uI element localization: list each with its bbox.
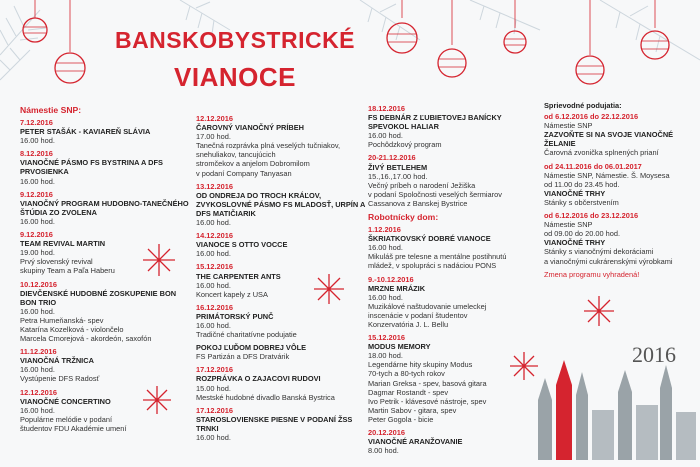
event-date: od 24.11.2016 do 06.01.2017	[544, 161, 642, 171]
event-date: 8.12.2016	[20, 149, 53, 159]
event-detail: Marcela Cmorejová - akordeón, saxofón	[20, 334, 152, 344]
event-detail: Marian Greksa - spev, basová gitara	[368, 378, 487, 388]
event-detail: Katarína Kozelková - violončelo	[20, 324, 124, 334]
event-list	[368, 225, 540, 455]
ornament-icon	[23, 0, 47, 42]
event-place: Námestie SNP	[544, 220, 593, 230]
event-item	[196, 365, 366, 401]
event-detail: FS Partizán a DFS Dratvárik	[196, 352, 290, 362]
event-detail: snehuliakov, tancujúcich	[196, 150, 276, 160]
event-date: 12.12.2016	[196, 114, 233, 123]
event-name: VIANOČNÁ TRŽNICA	[20, 356, 94, 366]
event-item	[20, 347, 190, 383]
event-detail: v podaní Spoločnosti veselých šermiarov	[368, 189, 502, 199]
column-side-events	[544, 101, 694, 279]
column-events-3	[368, 104, 540, 459]
title-line-2: VIANOCE	[174, 62, 296, 92]
event-detail: Tanečná rozprávka plná veselých tučniakov,	[196, 141, 341, 151]
event-detail: 16.00 hod.	[196, 280, 231, 290]
event-name: ŠKRIATKOVSKÝ DOBRÉ VIANOCE	[368, 234, 491, 244]
event-date: 1.12.2016	[368, 225, 401, 235]
event-name: ČAROVNÝ VIANOČNÝ PRÍBEH	[196, 123, 304, 133]
event-item	[196, 406, 366, 442]
event-name: MRZNE MRÁZIK	[368, 283, 426, 293]
ornament-icon	[641, 0, 669, 59]
event-name: PRIMÁTORSKÝ PUNČ	[196, 311, 274, 321]
event-date: 10.12.2016	[20, 279, 57, 289]
event-name: VIANOČNÉ ARANŽOVANIE	[368, 437, 463, 447]
event-detail: Petra Humeňanská- spev	[20, 315, 104, 325]
event-item	[368, 153, 540, 208]
event-detail: Martin Sabov - gitara, spev	[368, 405, 457, 415]
event-date: 7.12.2016	[20, 118, 53, 127]
event-detail: 17.00 hod.	[196, 132, 231, 142]
ornament-icon	[576, 0, 604, 84]
event-detail: 16.00 hod.	[20, 216, 55, 226]
event-date: 17.12.2016	[196, 365, 233, 375]
event-item	[544, 211, 694, 266]
event-detail: Vystúpenie DFS Radosť	[20, 374, 100, 384]
event-date: 17.12.2016	[196, 405, 233, 415]
event-list	[20, 118, 190, 433]
event-detail: Konzervatória J. L. Bellu	[368, 319, 449, 329]
event-detail: 16.00 hod.	[196, 433, 231, 442]
event-detail: Večný príbeh o narodení Ježiška	[368, 180, 476, 190]
event-item	[20, 118, 190, 145]
event-detail: 70-tych a 80-tych rokov	[368, 369, 445, 379]
event-detail: 16.00 hod.	[20, 176, 55, 186]
event-detail: 16.00 hod.	[196, 320, 231, 330]
event-item	[196, 343, 366, 361]
event-detail: stromčekov a anjelom Dobromilom	[196, 159, 310, 169]
event-detail: mládež, v spolupráci s nadáciou PONS	[368, 261, 497, 271]
event-date: 12.12.2016	[20, 387, 57, 397]
event-detail: 16.00 hod.	[20, 365, 55, 375]
event-detail: Prvý slovenský revival	[20, 257, 93, 267]
event-item	[368, 275, 540, 330]
event-item	[20, 190, 190, 226]
event-name: VIANOČNÉ PÁSMO FS BYSTRINA A DFS PRVOSIENKA	[20, 158, 163, 177]
event-name: MODUS MEMORY	[368, 342, 431, 352]
event-item	[20, 388, 190, 433]
event-name: ROZPRÁVKA O ZAJACOVI RUDOVI	[196, 374, 321, 384]
event-detail: Koncert kapely z USA	[196, 289, 268, 299]
event-detail: Stánky s občerstvením	[544, 197, 619, 207]
event-detail: študentov FDU Akadémie umení	[20, 423, 127, 433]
event-item	[20, 149, 190, 185]
event-place: Námestie SNP, Námestie. Š. Moysesa	[544, 170, 670, 180]
event-detail: 16.00 hod.	[368, 131, 403, 141]
event-detail: od 09.00 do 20.00 hod.	[544, 229, 621, 239]
event-detail: Mestské hudobné divadlo Banská Bystrica	[196, 392, 335, 402]
event-detail: Peter Gogola - bicie	[368, 414, 434, 424]
event-detail: 16.00 hod.	[196, 249, 231, 259]
event-item	[544, 112, 694, 157]
event-detail: a vianočnými cukrárenskými výrobkami	[544, 256, 673, 266]
column-namestie-snp	[20, 105, 190, 437]
event-detail: 15.00 hod.	[196, 383, 231, 393]
event-date: 13.12.2016	[196, 181, 233, 191]
event-list	[544, 112, 694, 266]
side-events-heading: Sprievodné podujatia:	[544, 101, 622, 110]
event-detail: Pochôdzkový program	[368, 140, 442, 150]
snowflake-icon	[584, 296, 614, 326]
event-detail: Muzikálové naštudovanie umeleckej	[368, 301, 487, 311]
location-heading: Námestie SNP:	[20, 105, 82, 115]
event-name: POKOJ ĽUĎOM DOBREJ VÔLE	[196, 343, 307, 353]
event-detail: 16.00 hod.	[368, 292, 403, 302]
event-list	[368, 104, 540, 208]
event-name: DIEVČENSKÉ HUDOBNÉ ZOSKUPENIE BON BON TRIO	[20, 288, 177, 307]
event-name: VIANOČNÉ CONCERTINO	[20, 396, 111, 406]
event-name: OD ONDREJA DO TROCH KRÁĽOV, ZVYKOSLOVNÉ PÁSMO FS MLADOSŤ, URPÍN A DFS MATIČIARIK	[196, 190, 366, 218]
event-item	[196, 182, 366, 227]
event-detail: Legendárne hity skupiny Modus	[368, 360, 473, 370]
event-date: 9.12.2016	[20, 189, 53, 199]
title-line-1: BANSKOBYSTRICKÉ	[114, 27, 356, 53]
event-detail: 16.00 hod.	[20, 306, 55, 316]
event-item	[196, 231, 366, 258]
event-item	[20, 230, 190, 275]
event-item	[196, 303, 366, 339]
event-name: TEAM REVIVAL MARTIN	[20, 239, 106, 249]
ornament-icon	[438, 0, 466, 77]
event-name: VIANOČNÝ PROGRAM HUDOBNO-TANEČNÉHO ŠTÚDIA ZO ZVOLENA	[20, 198, 189, 217]
fir-branch-left	[0, 6, 46, 80]
event-item	[368, 104, 540, 149]
event-name: ZAZVOŇTE SI NA SVOJE VIANOČNÉ ŽELANIE	[544, 130, 674, 149]
ornament-icon	[55, 0, 85, 83]
year-label: 2016	[632, 342, 676, 367]
event-detail: od 11.00 do 23.45 hod.	[544, 179, 620, 189]
event-item	[196, 262, 366, 298]
event-item	[368, 225, 540, 270]
event-date: 20-21.12.2016	[368, 153, 416, 163]
event-detail: Dagmar Rostandt - spev	[368, 387, 449, 397]
event-date: od 6.12.2016 do 22.12.2016	[544, 112, 639, 122]
event-detail: Stánky s vianočnými dekoráciami	[544, 247, 654, 257]
event-date: od 6.12.2016 do 23.12.2016	[544, 211, 639, 221]
event-detail: 16.00 hod.	[20, 136, 55, 146]
ornament-icon	[387, 0, 417, 53]
event-name: VIANOČNÉ TRHY	[544, 238, 606, 248]
event-name: ŽIVÝ BETLEHEM	[368, 162, 428, 172]
event-date: 11.12.2016	[20, 347, 57, 357]
event-name: STAROSLOVIENSKE PIESNE V PODANÍ ŽSS TRNKI	[196, 414, 353, 433]
event-detail: 16.00 hod.	[368, 243, 403, 253]
event-detail: inscenácie v podaní študentov	[368, 310, 468, 320]
event-date: 15.12.2016	[196, 262, 233, 272]
event-name: PETER STAŠÁK - KAVIAREŇ SLÁVIA	[20, 127, 151, 137]
event-name: VIANOCE S OTTO VOCCE	[196, 240, 288, 250]
event-name: FS DEBNÁR Z ĽUBIETOVEJ BANÍCKY SPEVOKOL HALIAR	[368, 113, 502, 132]
event-detail: Čarovná zvonička splnených prianí	[544, 148, 659, 158]
event-detail: 15.,16.,17.00 hod.	[368, 171, 428, 181]
event-detail: skupiny Team a Paľa Haberu	[20, 266, 115, 276]
event-item	[368, 333, 540, 424]
city-skyline-icon	[538, 360, 696, 460]
event-name: VIANOČNÉ TRHY	[544, 188, 606, 198]
event-detail: 19.00 hod.	[20, 248, 55, 258]
event-date: 15.12.2016	[368, 333, 405, 343]
event-name: THE CARPENTER ANTS	[196, 271, 281, 281]
event-list	[196, 114, 366, 442]
closing-note: Zmena programu vyhradená!	[544, 269, 640, 279]
event-item	[544, 162, 694, 207]
event-detail: Ivo Petrik - klávesové nástroje, spev	[368, 396, 487, 406]
event-detail: 8.00 hod.	[368, 446, 399, 456]
event-date: 20.12.2016	[368, 428, 405, 437]
event-date: 16.12.2016	[196, 302, 233, 312]
event-detail: Mikuláš pre telesne a mentálne postihnutú	[368, 252, 507, 262]
event-item	[20, 280, 190, 344]
event-date: 9.12.2016	[20, 230, 53, 240]
event-detail: Populárne melódie v podaní	[20, 414, 113, 424]
event-detail: Cassanova z Banskej Bystrice	[368, 198, 468, 208]
location-heading: Robotnícky dom:	[368, 212, 439, 223]
event-detail: Tradičné charitatívne podujatie	[196, 330, 297, 340]
event-place: Námestie SNP	[544, 121, 593, 131]
event-item	[368, 428, 540, 455]
event-date: 14.12.2016	[196, 231, 233, 241]
event-detail: 16.00 hod.	[196, 218, 231, 228]
event-date: 18.12.2016	[368, 104, 405, 113]
event-date: 9.-10.12.2016	[368, 274, 414, 284]
event-detail: 18.00 hod.	[368, 351, 403, 361]
event-detail: 16.00 hod.	[20, 405, 55, 415]
event-item	[196, 114, 366, 178]
event-detail: v podaní Company Tanyasan	[196, 168, 292, 178]
column-events-2	[196, 114, 366, 446]
ornament-icon	[504, 0, 526, 53]
